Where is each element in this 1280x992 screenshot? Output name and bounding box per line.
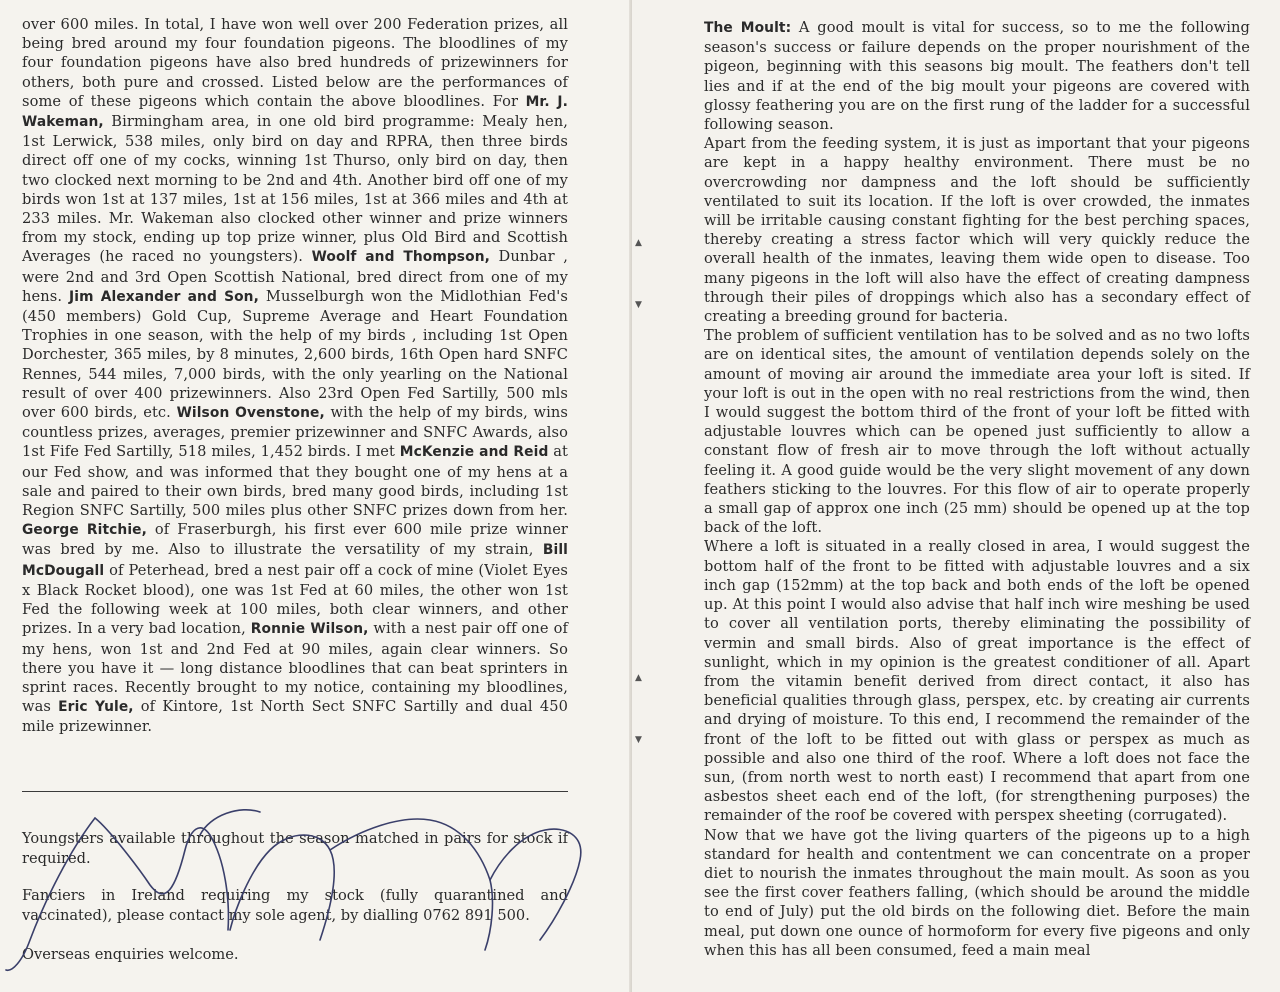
fancier-name-wilson: Ronnie Wilson, [250,621,369,638]
fancier-name-wakeman: Mr. J. Wakeman, [22,93,568,131]
footer-overseas [22,945,568,965]
fancier-name-ovenstone: Wilson Ovenstone, [176,405,325,422]
text-segment: of Kintore, 1st North Sect SNFC Sartilly and dual 450 mile prizewinner. [22,698,568,736]
footer-ireland [22,886,568,926]
text-segment: at our Fed show, and was informed that they bought one of my hens at a sale and paired to their own birds, bred many good birds, including 1st Region SNFC Sartilly, 500 miles plus other SNFC prizes down from her. [22,443,568,520]
text-segment: with the help of my birds, wins countless prizes, averages, premier prizewinner and SNFC Awards, also 1st Fife Fed Sartilly, 518 miles, 1,452 birds. I met [22,404,568,461]
youngsters-note: Youngsters available throughout the season matched in pairs for stock if required. [22,830,568,867]
text-segment: over 600 miles. In total, I have won well over 200 Federation prizes, all being bred around my four foundation pigeons. The bloodlines of my four foundation pigeons have also bred hundreds of prizewinners for others, both pure and crossed. Listed below are the performances of some of these pigeons which contain the above bloodlines. For [22,16,568,110]
left-page [0,0,632,992]
footer-youngsters [22,829,568,869]
binding-mark: ▼ [635,300,642,310]
fancier-name-yule: Eric Yule, [58,699,134,716]
right-column-text [704,18,1250,960]
text-segment: Dunbar , were 2nd and 3rd Open Scottish National, bred direct from one of my hens. [22,248,568,305]
binding-mark: ▲ [635,673,642,683]
fancier-name-woolf-thompson: Woolf and Thompson, [311,249,490,266]
fancier-name-mckenzie-reid: McKenzie and Reid [399,444,549,461]
moult-intro-text: A good moult is vital for success, so to me the following season's success or failure depends on the proper nourishment of the pigeon, beginning with this seasons big moult. The feathers don't tell lies and if at the end of the big moult your pigeons are covered with glossy feathering you are on the first rung of the ladder for a successful following season. [704,19,1250,134]
text-segment: of Peterhead, bred a nest pair off a cock of mine (Violet Eyes x Black Rocket blood), one was 1st Fed at 60 miles, the other won 1st Fed the following week at 100 miles, both clear winners, and other prizes. In a very bad location, [22,561,568,638]
closed-loft-paragraph: Where a loft is situated in a really closed in area, I would suggest the bottom half of the front to be fitted with adjustable louvres and a six inch gap (152mm) at the top back and both ends of the loft be opened up. At this point I would also advise that half inch wire meshing be used to cover all ventilation ports, thereby eliminating the possibility of vermin and small birds. Also of great importance is the effect of sunlight, which in my opinion is the greatest conditioner of all. Apart from the vitamin benefit derived from direct contact, it also has beneficial qualities through glass, perspex, etc. by creating air currents and drying of moisture. To this end, I recommend the remainder of the front of the loft to be fitted out with glass or perspex as much as possible and also one third of the roof. Where a loft does not face the sun, (from north west to north east) I recommend that apart from one asbestos sheet each end of the loft, (for strengthening purposes) the remainder of the roof be covered with perspex sheeting (corrugated). [704,538,1250,825]
footer-divider [22,791,568,792]
text-segment: Musselburgh won the Midlothian Fed's (450 members) Gold Cup, Supreme Average and Heart Foundation Trophies in one season, with the help of my birds , including 1st Open Dorchester, 365 miles, by 8 minutes, 2,600 birds, 16th Open hard SNFC Rennes, 544 miles, 7,000 birds, with the only yearling on the National result of over 400 prizewinners. Also 23rd Open Fed Sartilly, 500 mls over 600 birds, etc. [22,287,568,422]
binding-mark: ▲ [635,238,642,248]
left-column-text [22,15,568,737]
text-segment: of Fraserburgh, his first ever 600 mile prize winner was bred by me. Also to illustrate the versatility of my strain, [22,521,569,559]
section-heading-moult: The Moult: [704,20,792,36]
binding-mark: ▼ [635,735,642,745]
fancier-name-mcdougall: Bill McDougall [22,542,568,579]
diet-paragraph: Now that we have got the living quarters of the pigeons up to a high standard for health and contentment we can concentrate on a proper diet to nourish the inmates throughout the main moult. As soon as you see the first cover feathers falling, (which should be around the middle to end of July) put the old birds on the following diet. Before the main meal, put down one ounce of hormoform for every five pigeons and only when this has all been consumed, feed a main meal [704,826,1250,959]
ireland-agent-note: Fanciers in Ireland requiring my stock (fully quarantined and vaccinated), please contact my sole agent, by dialling 0762 891 500. [22,887,568,924]
text-segment: with a nest pair off one of my hens, won 1st and 2nd Fed at 90 miles, again clear winners. So there you have it — long distance bloodlines that can beat sprinters in sprint races. Recently brought to my notice, containing my bloodlines, was [22,620,569,716]
fancier-name-ritchie: George Ritchie, [22,522,147,539]
moult-intro-paragraph [704,18,1250,134]
text-segment: Birmingham area, in one old bird programme: Mealy hen, 1st Lerwick, 538 miles, only bird on day and RPRA, then three birds direct off one of my cocks, winning 1st Thurso, only bird on day, then two clocked next morning to be 2nd and 4th. Another bird off one of my birds won 1st at 137 miles, 1st at 156 miles, 1st at 366 miles and 4th at 233 miles. Mr. Wakeman also clocked other winner and prize winners from my stock, ending up top prize winner, plus Old Bird and Scottish Averages (he raced no youngsters). [22,113,568,266]
ventilation-paragraph: The problem of sufficient ventilation has to be solved and as no two lofts are on identical sites, the amount of ventilation depends solely on the amount of moving air around the immediate area your loft is sited. If your loft is out in the open with no real restrictions from the wind, then I would suggest the bottom third of the front of your loft be fitted with adjustable louvres which can be opened just sufficiently to allow a constant flow of fresh air to move through the loft without actually feeling it. A good guide would be the very slight movement of any down feathers sticking to the louvres. For this flow of air to operate properly a small gap of approx one inch (25 mm) should be opened up at the top back of the loft. [704,327,1250,537]
fancier-name-alexander: Jim Alexander and Son, [69,288,259,305]
environment-paragraph: Apart from the feeding system, it is just as important that your pigeons are kept in a happy healthy environment. There must be no overcrowding nor dampness and the loft should be sufficiently ventilated to suit its location. If the loft is over crowded, the inmates will be irritable causing constant fighting for the best perching spaces, thereby creating a stress factor which will very quickly reduce the overall health of the inmates, leaving them wide open to disease. Too many pigeons in the loft will also have the effect of creating dampness through their piles of droppings which also has a secondary effect of creating a breeding ground for bacteria. [704,135,1250,326]
overseas-note: Overseas enquiries welcome. [22,946,239,963]
performance-paragraph [22,15,568,737]
